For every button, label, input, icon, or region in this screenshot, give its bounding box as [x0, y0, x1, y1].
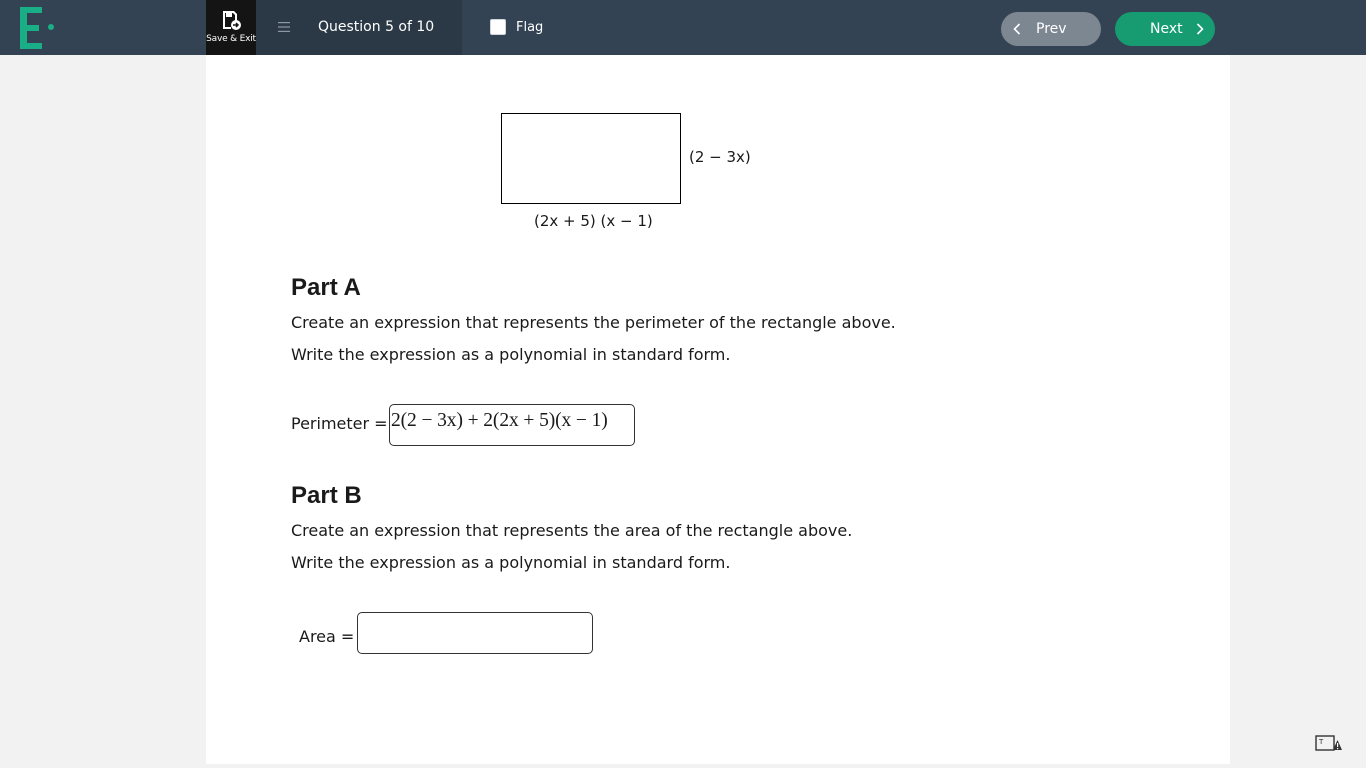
flag-label[interactable]: Flag [516, 20, 544, 35]
part-b-instruction-1: Create an expression that represents the area of the rectangle above. [291, 521, 853, 540]
menu-icon[interactable] [278, 21, 290, 33]
save-exit-label: Save & Exit [206, 34, 256, 44]
prev-label: Prev [1036, 21, 1067, 37]
flag-checkbox[interactable] [490, 19, 506, 35]
text-report-warning-icon[interactable] [1315, 734, 1343, 752]
prev-button[interactable] [1001, 12, 1101, 46]
chevron-right-icon [1196, 23, 1204, 35]
save-exit-icon [220, 9, 242, 31]
logo-e-icon [18, 7, 58, 49]
part-b-heading: Part B [291, 482, 362, 509]
perimeter-label: Perimeter = [291, 414, 388, 433]
perimeter-input-value: 2(2 − 3x) + 2(2x + 5)(x − 1) [391, 410, 608, 431]
svg-text:T: T [1319, 738, 1324, 746]
top-navigation-bar [0, 0, 1366, 55]
part-a-instruction-1: Create an expression that represents the perimeter of the rectangle above. [291, 313, 896, 332]
area-label: Area = [299, 627, 355, 646]
part-b-instruction-2: Write the expression as a polynomial in standard form. [291, 553, 731, 572]
rectangle-figure [501, 113, 681, 204]
rectangle-width-label: (2 − 3x) [689, 148, 751, 166]
area-input[interactable] [357, 612, 593, 654]
question-panel [256, 0, 462, 55]
part-a-instruction-2: Write the expression as a polynomial in standard form. [291, 345, 731, 364]
rectangle-length-label: (2x + 5) (x − 1) [534, 212, 653, 230]
perimeter-input[interactable] [389, 404, 635, 446]
question-content [206, 55, 1230, 764]
next-button[interactable] [1115, 12, 1215, 46]
part-a-heading: Part A [291, 274, 361, 301]
chevron-left-icon [1013, 23, 1021, 35]
question-counter: Question 5 of 10 [318, 19, 435, 35]
save-exit-button[interactable] [206, 0, 256, 55]
next-label: Next [1150, 21, 1183, 37]
